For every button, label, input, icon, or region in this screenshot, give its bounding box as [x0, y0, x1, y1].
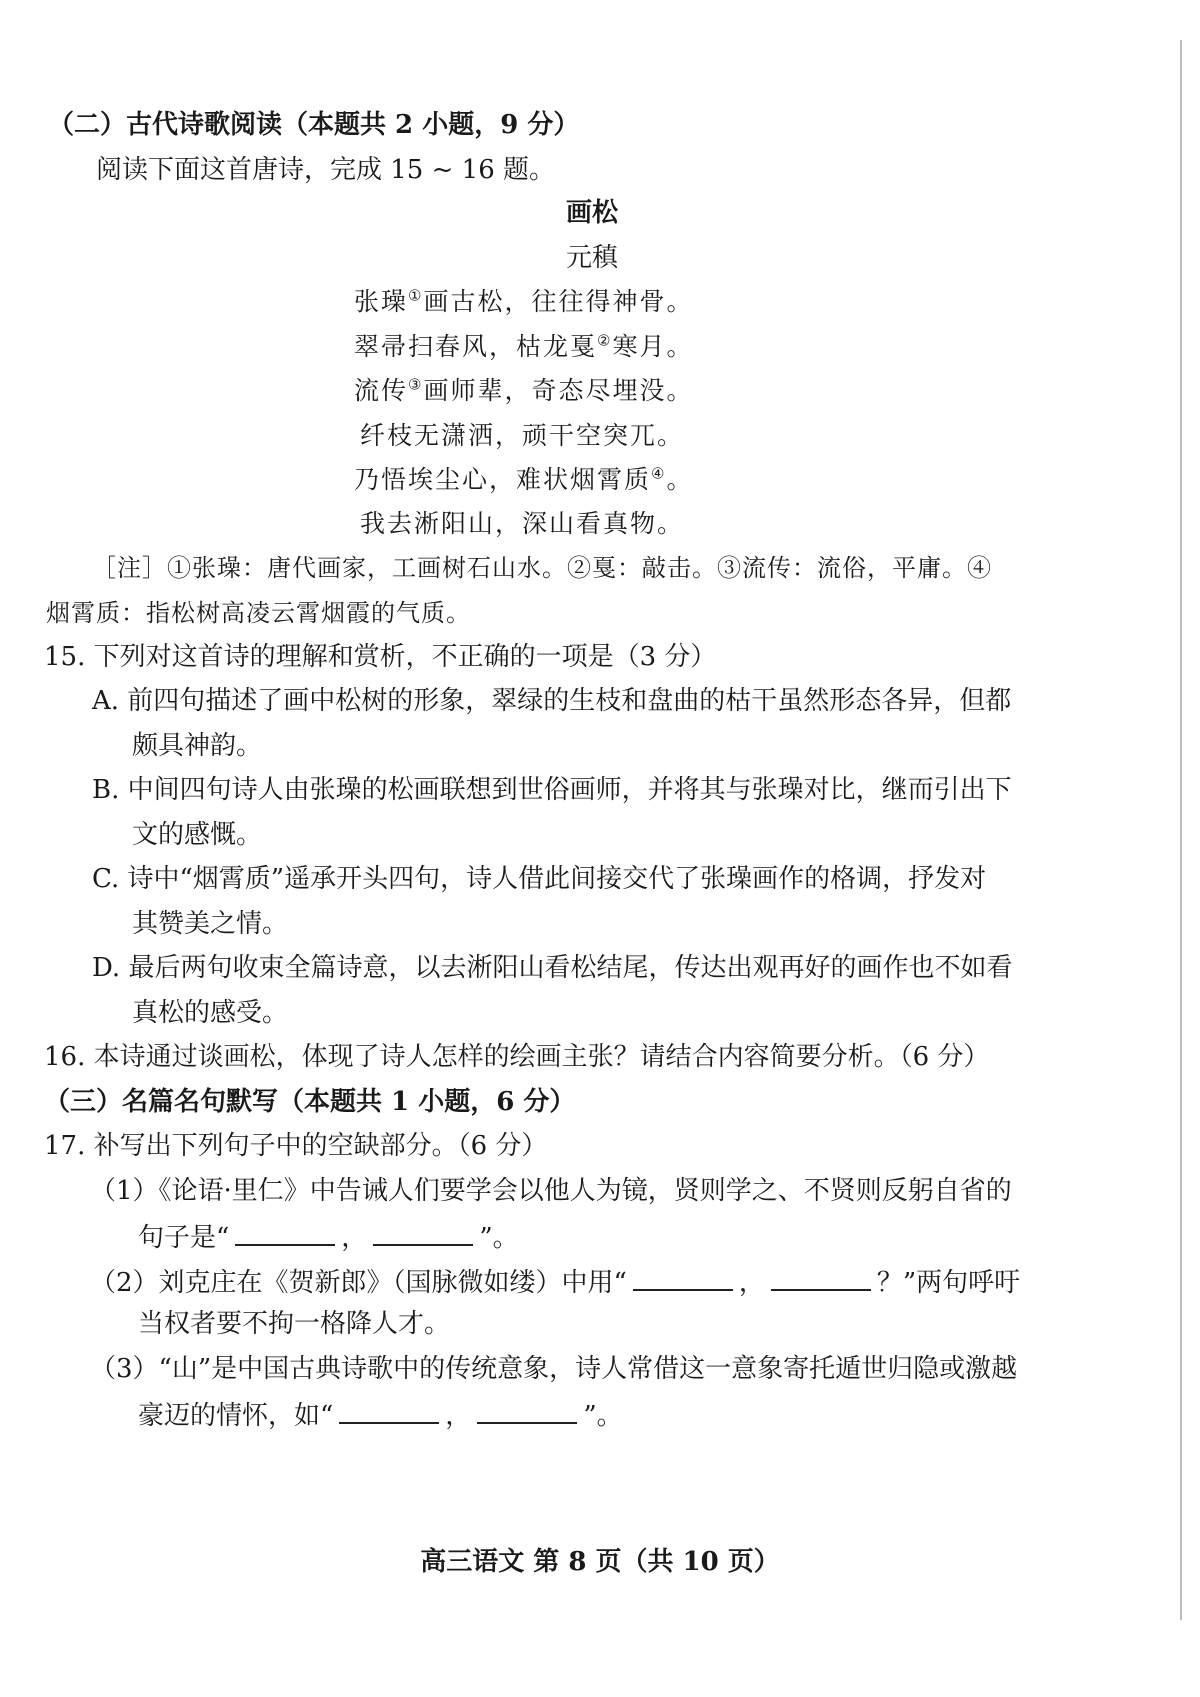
q17-part3: （3）“山”是中国古典诗歌中的传统意象，诗人常借这一意象寄托遁世归隐或激越: [90, 1354, 1018, 1384]
section3-title: （三）名篇名句默写（本题共 1 小题，6 分）: [44, 1087, 576, 1117]
poem-line-1: 张璪①画古松，往往得神骨。: [354, 286, 694, 316]
answer-blank[interactable]: [633, 1263, 733, 1291]
q15-option-a: A. 前四句描述了画中松树的形象，翠绿的生枝和盘曲的枯干虽然形态各异，但都: [92, 686, 1012, 716]
section2-title: （二）古代诗歌阅读（本题共 2 小题，9 分）: [48, 110, 580, 140]
q17-part1-cont: 句子是“ ， ”。: [138, 1218, 519, 1255]
notes-line-2: 烟霄质：指松树高凌云霄烟霞的气质。: [46, 599, 471, 627]
answer-blank[interactable]: [771, 1263, 871, 1291]
poem-title: 画松: [565, 198, 618, 228]
poem-line-3: 流传③画师辈，奇态尽埋没。: [354, 375, 694, 405]
poem-line-6: 我去淅阳山，深山看真物。: [360, 509, 685, 538]
q17-part3-cont: 豪迈的情怀，如“ ， ”。: [138, 1396, 623, 1433]
answer-blank[interactable]: [339, 1396, 439, 1424]
poem-line-2: 翠帚扫春风，枯龙戛②寒月。: [354, 331, 694, 361]
page-edge-rule: [1180, 40, 1182, 1620]
q15-option-d-cont: 真松的感受。: [132, 998, 289, 1028]
poem-line-4: 纤枝无潇洒，顽干空突兀。: [360, 421, 685, 450]
q15-stem: 15. 下列对这首诗的理解和赏析，不正确的一项是（3 分）: [44, 642, 717, 672]
q15-option-c-cont: 其赞美之情。: [132, 909, 289, 939]
answer-blank[interactable]: [373, 1218, 473, 1246]
q17-stem: 17. 补写出下列句子中的空缺部分。（6 分）: [44, 1131, 548, 1161]
q15-option-c: C. 诗中“烟霄质”遥承开头四句，诗人借此间接交代了张璪画作的格调，抒发对: [92, 864, 987, 894]
page-footer: 高三语文 第 8 页（共 10 页）: [420, 1547, 780, 1577]
notes-line-1: ［注］①张璪：唐代画家，工画树石山水。②戛：敲击。③流传：流俗，平庸。④: [92, 554, 992, 582]
answer-blank[interactable]: [235, 1218, 335, 1246]
q17-part2-cont: 当权者要不拘一格降人才。: [138, 1309, 451, 1339]
q15-option-d: D. 最后两句收束全篇诗意，以去淅阳山看松结尾，传达出观再好的画作也不如看: [92, 953, 1013, 983]
poem-line-5: 乃悟埃尘心，难状烟霄质④。: [354, 464, 694, 494]
q15-option-a-cont: 颇具神韵。: [132, 731, 263, 761]
q17-part2: （2）刘克庄在《贺新郎》（国脉微如缕）中用“ ， ？”两句呼吁: [90, 1263, 1020, 1300]
q15-option-b-cont: 文的感慨。: [132, 820, 263, 850]
answer-blank[interactable]: [477, 1396, 577, 1424]
q16-stem: 16. 本诗通过谈画松，体现了诗人怎样的绘画主张？请结合内容简要分析。（6 分）: [44, 1042, 990, 1072]
section2-intro: 阅读下面这首唐诗，完成 15 ~ 16 题。: [96, 155, 556, 185]
q15-option-b: B. 中间四句诗人由张璪的松画联想到世俗画师，并将其与张璪对比，继而引出下: [92, 775, 1012, 805]
poem-author: 元稹: [565, 243, 618, 273]
q17-part1: （1）《论语·里仁》中告诫人们要学会以他人为镜，贤则学之、不贤则反躬自省的: [90, 1176, 1012, 1206]
